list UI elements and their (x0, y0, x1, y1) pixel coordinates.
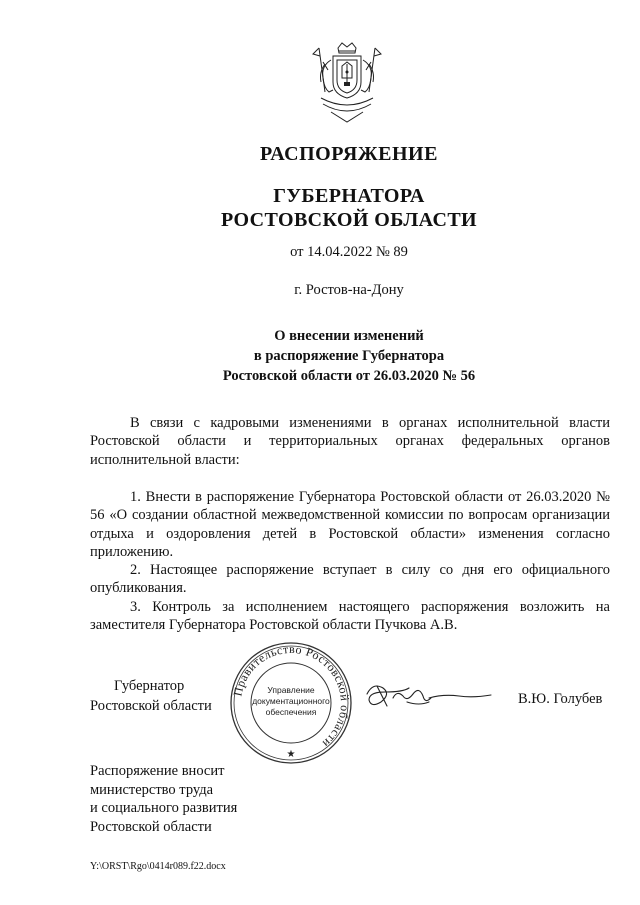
introduced-line-2: министерство труда (90, 781, 214, 798)
issuer-title (0, 184, 640, 232)
introduced-line-1: Распоряжение вносит (90, 763, 225, 779)
svg-text:★: ★ (286, 749, 296, 760)
item-2: 2. Настоящее распоряжение вступает в силу со дня его официального опубликования. (90, 562, 610, 597)
introduced-by-note (90, 762, 237, 836)
intro-paragraph: В связи с кадровыми изменениями в органах исполнительной власти Ростовской области и территориальных органах федеральных органов исполнительной власти: (90, 415, 610, 468)
numbered-items (90, 488, 610, 634)
subject-heading (0, 326, 640, 386)
file-path: Y:\ORST\Rgo\0414r089.f22.docx (90, 861, 226, 872)
coat-of-arms-icon (311, 42, 383, 124)
introduced-line-3: и социального развития (90, 800, 238, 816)
date-number: от 14.04.2022 № 89 (290, 244, 408, 260)
document-type-title: РАСПОРЯЖЕНИЕ (260, 143, 438, 165)
item-1: 1. Внести в распоряжение Губернатора Ростовской области от 26.03.2020 № 56 «О создании областной межведомственной комиссии по вопросам организации отдыха и оздоровления детей в Ростовской области» изменения согласно приложению. (90, 489, 610, 560)
introduced-line-4: Ростовской области (90, 818, 212, 835)
signer-name: В.Ю. Голубев (518, 691, 603, 707)
item-3: 3. Контроль за исполнением настоящего распоряжения возложить на заместителя Губернатора Ростовской области Пучкова А.В. (90, 598, 610, 634)
city: г. Ростов-на-Дону (294, 282, 404, 298)
handwritten-signature (363, 676, 495, 716)
intro-paragraph-block (90, 414, 610, 469)
official-seal-stamp (229, 641, 353, 765)
signer-position (90, 676, 212, 716)
seal-inner-line-3: обеспечения (265, 707, 317, 717)
signer-position-line-2: Ростовской области (90, 698, 212, 714)
subject-line-2: в распоряжение Губернатора (253, 348, 445, 364)
signer-position-line-1: Губернатор (114, 678, 185, 694)
subject-line-3: Ростовской области от 26.03.2020 № 56 (222, 368, 476, 384)
subject-line-1: О внесении изменений (274, 328, 424, 344)
seal-outer-text: Правительство Ростовской области (230, 641, 353, 751)
issuer-line-2: РОСТОВСКОЙ ОБЛАСТИ (220, 209, 478, 231)
seal-inner-line-1: Управление (267, 685, 315, 695)
seal-inner-line-2: документационного (252, 696, 330, 706)
issuer-line-1: ГУБЕРНАТОРА (273, 185, 425, 207)
